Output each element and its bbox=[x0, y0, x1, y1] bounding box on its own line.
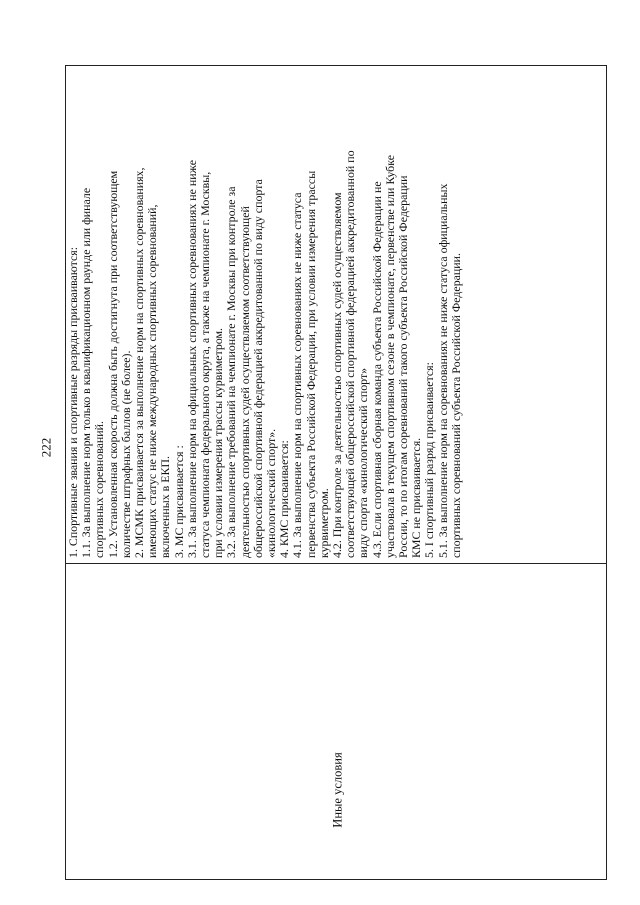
text-line: первенства субъекта Российской Федерации, при условии измерения трассы bbox=[303, 170, 318, 558]
conditions-content-cell bbox=[66, 66, 606, 563]
text-line: имеющих статус не ниже международных спортивных соревнований, bbox=[145, 204, 160, 558]
conditions-text-block bbox=[66, 71, 606, 563]
text-line: 1.2. Установленная скорость должна быть достигнута при соответствующем bbox=[105, 170, 120, 558]
text-line: соответствующей общероссийской спортивной федерацией аккредитованной по bbox=[343, 150, 358, 558]
text-line: при условии измерения трассы курвиметром. bbox=[211, 327, 226, 558]
text-line: 5.1. За выполнение норм на соревнованиях не ниже статуса официальных bbox=[435, 183, 450, 558]
text-line: виду спорта «кинологический спорт» bbox=[356, 367, 371, 558]
text-line: спортивных соревнований субъекта Российской Федерации. bbox=[448, 253, 463, 558]
text-line: участвовала в текущем спортивном сезоне в чемпионате, первенстве или Кубке bbox=[382, 155, 397, 558]
text-line: 4.2. При контроле за деятельностью спортивных судей осуществляемом bbox=[330, 192, 345, 558]
text-line: 1. Спортивные звания и спортивные разряды присваиваются: bbox=[66, 246, 80, 558]
text-line: общероссийской спортивной федерацией аккредитованной по виду спорта bbox=[250, 179, 265, 558]
text-line: 5. I спортивный разряд присваивается: bbox=[422, 362, 437, 558]
text-line: КМС не присваивается. bbox=[409, 437, 424, 558]
text-line: курвиметром. bbox=[316, 488, 331, 558]
text-line: 4.3. Если спортивная сборная команда субъекта Российской Федерации не bbox=[369, 181, 384, 558]
text-line: 4. КМС присваивается: bbox=[277, 440, 292, 558]
text-line: 2. МСМК присваивается за выполнение норм на спортивных соревнованиях, bbox=[132, 167, 147, 558]
text-line: 1.1. За выполнение норм только в квалификационном раунде или финале bbox=[79, 187, 94, 558]
text-line: включенных в ЕКП. bbox=[158, 456, 173, 558]
header-label: Иные условия bbox=[330, 752, 345, 828]
text-line: 3.2. За выполнение требований на чемпионате г. Москвы при контроле за bbox=[224, 186, 239, 558]
text-line: «кинологический спорт». bbox=[264, 428, 279, 558]
text-line: России, то по итогам соревнований такого субъекта Российской Федерации bbox=[396, 175, 411, 558]
text-line: количестве штрафных баллов (не более). bbox=[118, 350, 133, 558]
header-cell bbox=[66, 564, 606, 879]
conditions-table bbox=[65, 65, 607, 880]
conditions-lines bbox=[66, 71, 463, 563]
page-number: 222 bbox=[38, 437, 54, 458]
text-line: спортивных соревнований. bbox=[92, 421, 107, 558]
text-line: 3.1. За выполнение норм на официальных спортивных соревнованиях не ниже bbox=[184, 160, 199, 558]
text-line: статуса чемпионата федерального округа, а также на чемпионате г. Москвы, bbox=[198, 171, 213, 558]
text-line: 4.1. За выполнение норм на спортивных соревнованиях не ниже статуса bbox=[290, 192, 305, 558]
text-line: 3. МС присваивается : bbox=[171, 445, 186, 558]
text-line: деятельностью спортивных судей осуществляемом соответствующей bbox=[237, 206, 252, 558]
